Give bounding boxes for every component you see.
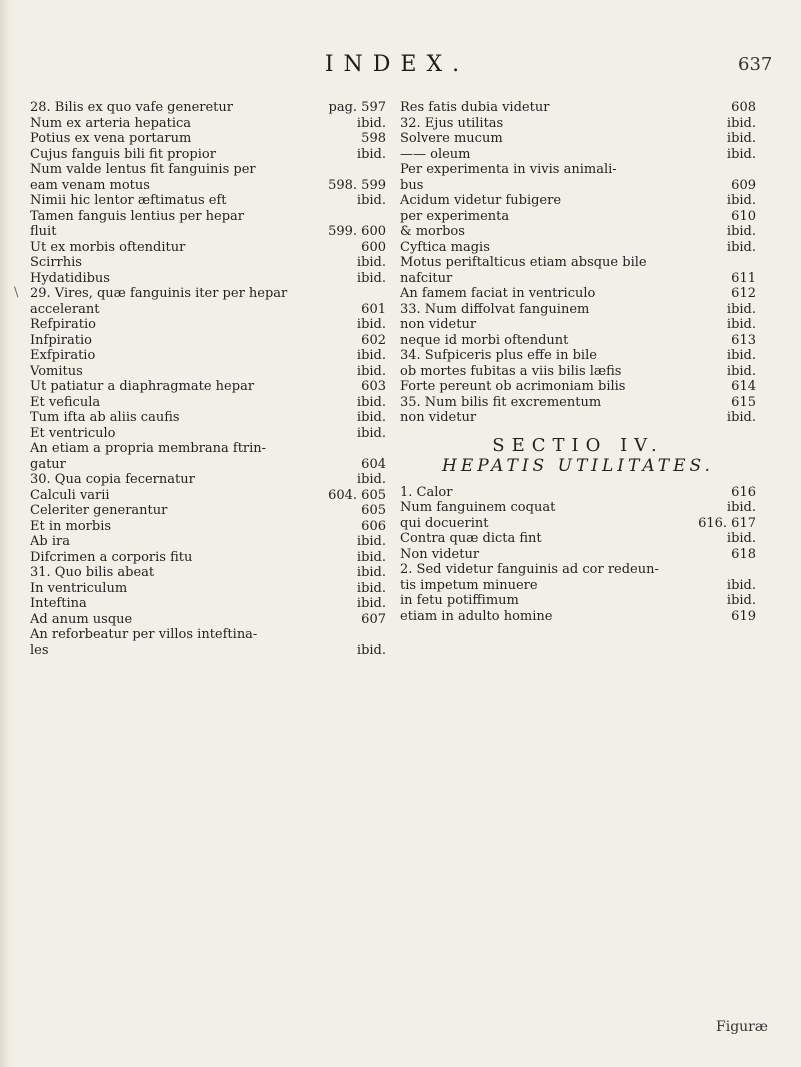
entry-page-ref: 607 xyxy=(361,611,386,627)
index-entry xyxy=(400,547,756,563)
entry-text: 2. Sed videtur fanguinis ad cor redeun- xyxy=(400,562,659,577)
index-entry xyxy=(30,379,386,395)
index-entry xyxy=(400,395,756,411)
entry-text: qui docuerint xyxy=(400,515,489,531)
index-entry xyxy=(400,255,756,271)
entry-text: Num fanguinem coquat xyxy=(400,500,556,515)
entry-text: Tamen fanguis lentius per hepar xyxy=(30,208,245,224)
entry-text: Difcrimen a corporis fitu xyxy=(30,549,193,565)
entry-text: Ut patiatur a diaphragmate hepar xyxy=(30,379,255,394)
entry-page-ref: 610 xyxy=(731,208,756,224)
entry-page-ref: ibid. xyxy=(356,410,386,425)
entry-text: eam venam motus xyxy=(30,177,150,193)
entry-text: 1. Calor xyxy=(400,484,453,500)
entry-page-ref: ibid. xyxy=(356,146,386,162)
index-entry xyxy=(400,178,756,194)
entry-page-ref: ibid. xyxy=(726,348,756,363)
entry-page-ref: 599. 600 xyxy=(328,224,386,239)
index-list-top xyxy=(400,100,756,426)
entry-text: Contra quæ dicta fint xyxy=(400,531,542,546)
index-entry xyxy=(30,534,386,550)
entry-text: & morbos xyxy=(400,224,465,239)
index-entry xyxy=(30,395,386,411)
entry-page-ref: ibid. xyxy=(726,531,756,546)
index-entry xyxy=(30,643,386,659)
index-entry xyxy=(30,426,386,442)
entry-text: Non videtur xyxy=(400,546,480,562)
entry-page-ref: ibid. xyxy=(726,193,756,208)
index-entry xyxy=(30,100,386,116)
index-entry xyxy=(30,503,386,519)
index-entry xyxy=(400,116,756,132)
page-binding-edge xyxy=(0,0,14,1067)
entry-page-ref: 616. 617 xyxy=(698,515,756,531)
entry-text: non videtur xyxy=(400,317,477,332)
page-header xyxy=(0,52,801,92)
entry-text: Et veficula xyxy=(30,394,101,410)
entry-text: bus xyxy=(400,177,424,193)
page-title: INDEX. xyxy=(324,52,470,77)
index-entry xyxy=(400,131,756,147)
index-entry xyxy=(400,147,756,163)
index-entry xyxy=(30,565,386,581)
entry-page-ref: 609 xyxy=(731,177,756,193)
entry-text: An reforbeatur per villos inteftina- xyxy=(30,627,258,642)
entry-text: tis impetum minuere xyxy=(400,577,538,593)
entry-page-ref: ibid. xyxy=(356,472,386,487)
entry-page-ref: 613 xyxy=(731,332,756,348)
entry-text: Vomitus xyxy=(30,363,83,379)
index-entry xyxy=(400,240,756,256)
index-entry xyxy=(30,364,386,380)
entry-page-ref: ibid. xyxy=(726,317,756,332)
entry-text: Refpiratio xyxy=(30,317,96,332)
entry-page-ref: ibid. xyxy=(356,115,386,131)
entry-page-ref: ibid. xyxy=(356,193,386,208)
index-entry xyxy=(400,317,756,333)
entry-text: Celeriter generantur xyxy=(30,503,168,518)
entry-text: Cujus fanguis bili fit propior xyxy=(30,146,216,162)
entry-page-ref: ibid. xyxy=(356,255,386,270)
index-entry xyxy=(30,612,386,628)
index-entry xyxy=(400,100,756,116)
index-entry xyxy=(30,193,386,209)
entry-page-ref: ibid. xyxy=(356,580,386,596)
index-entry xyxy=(30,178,386,194)
index-entry xyxy=(400,193,756,209)
entry-text: per experimenta xyxy=(400,208,510,224)
index-entry xyxy=(30,209,386,225)
entry-page-ref: ibid. xyxy=(726,410,756,425)
index-column-left xyxy=(30,100,386,658)
entry-page-ref: ibid. xyxy=(726,239,756,255)
entry-page-ref: 603 xyxy=(361,379,386,394)
index-entry xyxy=(400,410,756,426)
entry-page-ref: 604. 605 xyxy=(328,487,386,503)
index-entry xyxy=(400,302,756,318)
entry-text: Exfpiratio xyxy=(30,348,96,363)
entry-text: In ventriculum xyxy=(30,580,128,596)
entry-text: nafcitur xyxy=(400,270,453,286)
entry-text: Res fatis dubia videtur xyxy=(400,100,550,115)
entry-text: Inteftina xyxy=(30,596,87,611)
entry-page-ref: 606 xyxy=(361,518,386,534)
margin-mark: \ xyxy=(14,285,19,300)
entry-text: Nimii hic lentor æftimatus eft xyxy=(30,193,227,208)
entry-page-ref: 600 xyxy=(361,239,386,255)
entry-page-ref: pag. 597 xyxy=(328,100,386,115)
entry-page-ref: ibid. xyxy=(356,565,386,580)
entry-page-ref: ibid. xyxy=(356,348,386,363)
index-entry xyxy=(30,317,386,333)
entry-text: Tum ifta ab aliis caufis xyxy=(30,410,180,425)
entry-text: Ut ex morbis oftenditur xyxy=(30,239,186,255)
entry-page-ref: 615 xyxy=(731,394,756,410)
index-entry xyxy=(400,593,756,609)
entry-text: gatur xyxy=(30,456,66,472)
index-entry xyxy=(30,441,386,457)
entry-text: Ab ira xyxy=(30,534,70,549)
index-entry xyxy=(400,286,756,302)
entry-page-ref: ibid. xyxy=(726,363,756,379)
index-entry xyxy=(400,162,756,178)
entry-text: Calculi varii xyxy=(30,487,110,503)
entry-page-ref: 601 xyxy=(361,301,386,317)
index-column-right xyxy=(400,100,756,624)
index-entry xyxy=(30,550,386,566)
index-entry xyxy=(400,333,756,349)
index-entry xyxy=(30,116,386,132)
entry-page-ref: 616 xyxy=(731,484,756,500)
index-entry xyxy=(400,609,756,625)
index-entry xyxy=(400,379,756,395)
entry-page-ref: 618 xyxy=(731,546,756,562)
entry-text: Et ventriculo xyxy=(30,425,116,441)
entry-page-ref: 598. 599 xyxy=(328,177,386,193)
index-entry xyxy=(30,488,386,504)
entry-text: Potius ex vena portarum xyxy=(30,131,192,146)
entry-text: les xyxy=(30,642,49,658)
entry-text: in fetu potiffimum xyxy=(400,593,519,608)
entry-page-ref: ibid. xyxy=(356,270,386,286)
entry-text: Per experimenta in vivis animali- xyxy=(400,162,617,177)
index-entry xyxy=(400,348,756,364)
index-entry xyxy=(400,500,756,516)
entry-page-ref: 614 xyxy=(731,379,756,394)
entry-text: Cyftica magis xyxy=(400,239,490,255)
entry-page-ref: 602 xyxy=(361,332,386,348)
entry-page-ref: ibid. xyxy=(726,593,756,608)
index-entry xyxy=(400,271,756,287)
index-entry xyxy=(400,578,756,594)
entry-text: 31. Quo bilis abeat xyxy=(30,565,155,580)
index-entry xyxy=(400,209,756,225)
entry-page-ref: ibid. xyxy=(726,224,756,239)
entry-text: 28. Bilis ex quo vafe generetur xyxy=(30,100,233,115)
index-entry xyxy=(30,224,386,240)
entry-text: 32. Ejus utilitas xyxy=(400,115,504,131)
entry-text: Infpiratio xyxy=(30,332,92,348)
entry-page-ref: ibid. xyxy=(356,596,386,611)
entry-page-ref: 598 xyxy=(361,131,386,146)
index-entry xyxy=(30,255,386,271)
entry-page-ref: ibid. xyxy=(356,425,386,441)
index-entry xyxy=(30,131,386,147)
index-entry xyxy=(30,302,386,318)
index-entry xyxy=(30,286,386,302)
entry-page-ref: ibid. xyxy=(356,363,386,379)
entry-text: Acidum videtur fubigere xyxy=(400,193,562,208)
entry-text: neque id morbi oftendunt xyxy=(400,332,569,348)
index-entry xyxy=(30,348,386,364)
entry-text: non videtur xyxy=(400,410,477,425)
entry-text: ob mortes fubitas a viis bilis læfis xyxy=(400,363,622,379)
entry-text: Hydatidibus xyxy=(30,270,110,286)
entry-text: accelerant xyxy=(30,301,100,317)
entry-text: Num valde lentus fit fanguinis per xyxy=(30,162,256,177)
entry-text: 33. Num diffolvat fanguinem xyxy=(400,301,590,317)
entry-text: Num ex arteria hepatica xyxy=(30,115,192,131)
index-entry xyxy=(400,224,756,240)
index-entry xyxy=(400,364,756,380)
entry-page-ref: ibid. xyxy=(356,642,386,658)
entry-text: 30. Qua copia fecernatur xyxy=(30,472,195,487)
index-entry xyxy=(30,147,386,163)
entry-text: Scirrhis xyxy=(30,255,82,270)
entry-page-ref: 604 xyxy=(361,456,386,472)
index-entry xyxy=(30,240,386,256)
entry-page-ref: 605 xyxy=(361,503,386,518)
entry-page-ref: 619 xyxy=(731,608,756,624)
index-list-bottom xyxy=(400,485,756,625)
entry-page-ref: ibid. xyxy=(726,146,756,162)
entry-text: An etiam a propria membrana ftrin- xyxy=(30,441,267,456)
index-entry xyxy=(400,531,756,547)
index-entry xyxy=(30,472,386,488)
entry-page-ref: 611 xyxy=(731,270,756,286)
entry-page-ref: ibid. xyxy=(356,317,386,332)
entry-page-ref: 608 xyxy=(731,100,756,115)
entry-page-ref: 612 xyxy=(731,286,756,301)
section-subtitle: HEPATIS UTILITATES. xyxy=(442,456,714,476)
entry-page-ref: ibid. xyxy=(356,394,386,410)
index-entry xyxy=(30,627,386,643)
entry-text: Forte pereunt ob acrimoniam bilis xyxy=(400,379,626,394)
entry-page-ref: ibid. xyxy=(726,131,756,146)
entry-text: 34. Sufpiceris plus effe in bile xyxy=(400,348,597,363)
page-number: 637 xyxy=(738,54,773,75)
entry-text: Et in morbis xyxy=(30,518,112,534)
entry-page-ref: ibid. xyxy=(726,301,756,317)
index-entry xyxy=(30,333,386,349)
entry-page-ref: ibid. xyxy=(356,534,386,549)
entry-page-ref: ibid. xyxy=(356,549,386,565)
index-entry xyxy=(30,410,386,426)
index-entry xyxy=(30,596,386,612)
index-entry xyxy=(30,271,386,287)
index-entry xyxy=(30,519,386,535)
entry-text: Motus periftalticus etiam absque bile xyxy=(400,255,647,270)
index-entry xyxy=(30,581,386,597)
catchword: Figuræ xyxy=(716,1019,769,1035)
entry-text: 29. Vires, quæ fanguinis iter per hepar xyxy=(30,286,288,301)
entry-text: fluit xyxy=(30,224,57,239)
index-entry xyxy=(30,457,386,473)
index-entry xyxy=(30,162,386,178)
section-title: SECTIO IV. xyxy=(492,434,664,456)
entry-page-ref: ibid. xyxy=(726,500,756,515)
entry-text: An famem faciat in ventriculo xyxy=(400,286,596,301)
entry-text: —— oleum xyxy=(400,146,471,162)
entry-page-ref: ibid. xyxy=(726,115,756,131)
index-entry xyxy=(400,516,756,532)
entry-text: Solvere mucum xyxy=(400,131,503,146)
entry-text: 35. Num bilis fit excrementum xyxy=(400,394,602,410)
index-entry xyxy=(400,485,756,501)
index-entry xyxy=(400,562,756,578)
entry-text: etiam in adulto homine xyxy=(400,608,553,624)
entry-page-ref: ibid. xyxy=(726,577,756,593)
entry-text: Ad anum usque xyxy=(30,611,133,627)
